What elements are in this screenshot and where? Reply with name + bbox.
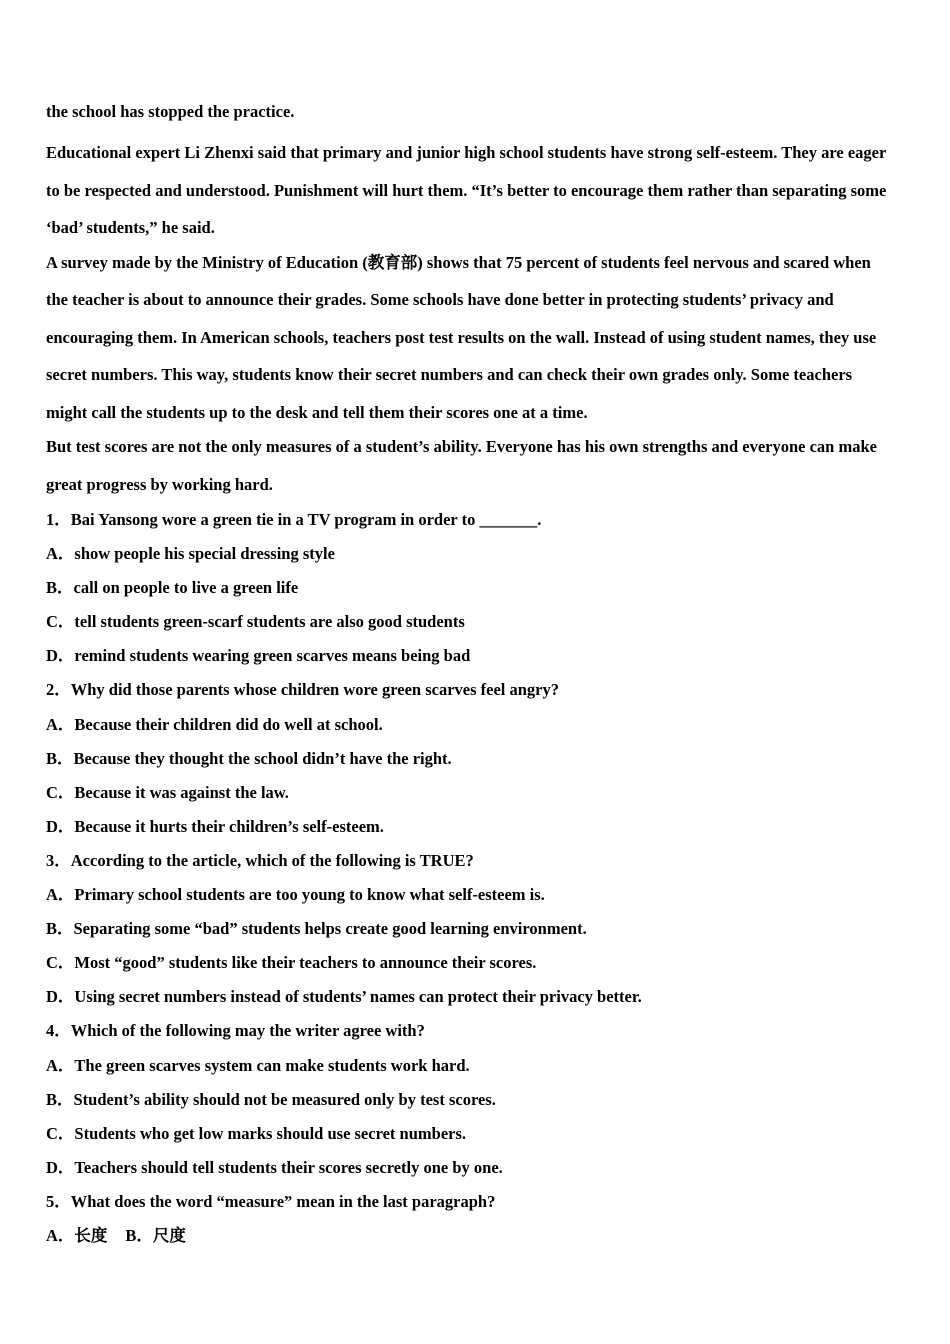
answer-option-d[interactable]: D．Teachers should tell students their scores secretly one by one. (46, 1157, 503, 1177)
question-3 (46, 844, 906, 1014)
answer-options-row (46, 1219, 906, 1253)
answer-option-a[interactable]: A．长度 (46, 1225, 108, 1245)
question-stem: 4．Which of the following may the writer agree with? (46, 1021, 425, 1041)
document-page (46, 98, 906, 1253)
paragraph-line: the teacher is about to announce their grades. Some schools have done better in protecting students’ privacy and (46, 290, 834, 309)
answer-option-b[interactable]: B．尺度 (125, 1225, 186, 1245)
question-stem: 5．What does the word “measure” mean in the last paragraph? (46, 1191, 496, 1211)
answer-option-a[interactable]: A．Primary school students are too young to know what self-esteem is. (46, 885, 545, 905)
answer-option-a[interactable]: A．The green scarves system can make students work hard. (46, 1055, 470, 1075)
passage-paragraph (46, 428, 906, 503)
paragraph-line: Educational expert Li Zhenxi said that primary and junior high school students have strong self-esteem. They are eager (46, 143, 887, 162)
answer-option-c[interactable]: C．Most “good” students like their teachers to announce their scores. (46, 953, 537, 973)
question-stem: 1．Bai Yansong wore a green tie in a TV program in order to _______. (46, 510, 542, 529)
answer-option-c[interactable]: C．Because it was against the law. (46, 782, 289, 802)
paragraph-line: great progress by working hard. (46, 474, 273, 494)
answer-option-d[interactable]: D．remind students wearing green scarves means being bad (46, 646, 471, 666)
answer-option-d[interactable]: D．Because it hurts their children’s self-esteem. (46, 816, 384, 836)
paragraph-line: But test scores are not the only measures of a student’s ability. Everyone has his own strengths and everyone can make (46, 437, 877, 456)
answer-option-b[interactable]: B．Because they thought the school didn’t have the right. (46, 748, 452, 768)
passage-paragraph (46, 244, 906, 432)
answer-option-c[interactable]: C．Students who get low marks should use secret numbers. (46, 1123, 467, 1143)
passage-paragraph (46, 134, 906, 247)
question-2 (46, 673, 906, 843)
question-4 (46, 1014, 906, 1184)
answer-option-c[interactable]: C．tell students green-scarf students are also good students (46, 612, 465, 632)
question-1 (46, 503, 906, 673)
paragraph-line: encouraging them. In American schools, teachers post test results on the wall. Instead of using student names, they use (46, 327, 877, 347)
answer-option-b[interactable]: B．Student’s ability should not be measured only by test scores. (46, 1089, 496, 1109)
question-stem: 3．According to the article, which of the following is TRUE? (46, 850, 474, 870)
answer-option-b[interactable]: B．call on people to live a green life (46, 578, 299, 598)
paragraph-line: ‘bad’ students,” he said. (46, 218, 215, 237)
answer-option-d[interactable]: D．Using secret numbers instead of students’ names can protect their privacy better. (46, 987, 642, 1007)
paragraph-line: might call the students up to the desk and tell them their scores one at a time. (46, 402, 588, 422)
passage-opening-line: the school has stopped the practice. (46, 102, 295, 121)
question-5 (46, 1185, 906, 1253)
paragraph-line: A survey made by the Ministry of Education (教育部) shows that 75 percent of students feel nervous and scared when (46, 252, 871, 272)
question-stem: 2．Why did those parents whose children wore green scarves feel angry? (46, 680, 560, 700)
paragraph-line: to be respected and understood. Punishment will hurt them. “It’s better to encourage them rather than separating some (46, 180, 887, 200)
answer-option-b[interactable]: B．Separating some “bad” students helps create good learning environment. (46, 919, 587, 939)
answer-option-a[interactable]: A．Because their children did do well at school. (46, 714, 383, 734)
answer-option-a[interactable]: A．show people his special dressing style (46, 544, 335, 564)
paragraph-line: secret numbers. This way, students know their secret numbers and can check their own grades only. Some teachers (46, 365, 853, 384)
